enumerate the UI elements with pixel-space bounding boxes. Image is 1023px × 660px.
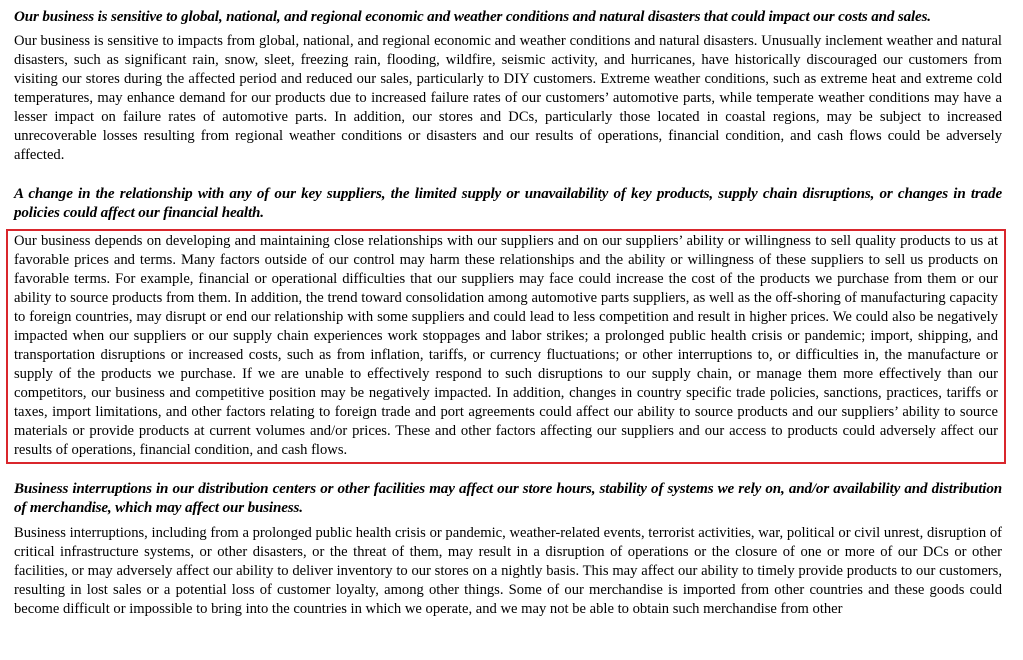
section-business-interruption-risk [14, 480, 1002, 619]
section-paragraph: Business interruptions, including from a prolonged public health crisis or pandemic, weather-related events, terrorist activities, war, political or civil unrest, disruption of critical infrastructure systems, or other disasters, or the threat of them, may result in a disruption of operations or the closure of one or more of our DCs or other facilities, or may adversely affect our ability to deliver inventory to our stores on a nightly basis. This may affect our ability to timely provide products to our customers, resulting in lost sales or a potential loss of customer loyalty, among other things. Some of our merchandise is imported from other countries and these goods could become difficult or impossible to bring into the countries in which we operate, and we may not be able to obtain such merchandise from other [14, 525, 1002, 617]
section-heading: Business interruptions in our distribution centers or other facilities may affect our store hours, stability of systems we rely on, and/or availability and distribution of merchandise, which may affect our business. [14, 481, 1002, 516]
highlighted-paragraph: Our business depends on developing and maintaining close relationships with our suppliers and on our suppliers’ ability or willingness to sell quality products to us at favorable prices and terms. Many factors outside of our control may harm these relationships and the ability or willingness of these suppliers to sell us products on favorable terms. For example, financial or operational difficulties that our suppliers may face could increase the cost of the products we purchase from them or our ability to source products from them. In addition, the trend toward consolidation among automotive parts suppliers, as well as the off-shoring of manufacturing capacity to foreign countries, may disrupt or end our relationship with some suppliers and could lead to less competition and result in higher prices. We could also be negatively impacted when our suppliers or our supply chain experiences work stoppages and labor strikes; a prolonged public health crisis or pandemic; import, shipping, and transportation disruptions or increased costs, such as from inflation, tariffs, or currency fluctuations; or other interruptions to, or difficulties in, the manufacture or supply of the products we purchase. If we are unable to effectively respond to such disruptions to our supply chain, or manage them more effectively than our competitors, our business and competitive position may be negatively impacted. In addition, changes in country specific trade policies, sanctions, practices, tariffs or taxes, import limitations, and other factors relating to foreign trade and port agreements could affect our ability to source products and our suppliers’ ability to source materials or provide products at current volumes and/or prices. These and other factors affecting our suppliers and our access to products could adversely affect our results of operations, financial condition, and cash flows. [14, 233, 998, 458]
section-supplier-risk [14, 185, 1002, 464]
section-heading: A change in the relationship with any of our key suppliers, the limited supply or unavailability of key products, supply chain disruptions, or changes in trade policies could affect our financial health. [14, 186, 1002, 221]
section-heading: Our business is sensitive to global, national, and regional economic and weather conditions and natural disasters that could impact our costs and sales. [14, 9, 931, 25]
section-weather-risk [14, 8, 1002, 165]
section-paragraph: Our business is sensitive to impacts from global, national, and regional economic and weather conditions and natural disasters. Unusually inclement weather and natural disasters, such as significant rain, snow, sleet, freezing rain, flooding, wildfire, seismic activity, and hurricanes, have historically discouraged our customers from visiting our stores during the affected period and reduced our sales, particularly to DIY customers. Extreme weather conditions, such as extreme heat and extreme cold temperatures, may enhance demand for our products due to increased failure rates of our customers’ automotive parts, while temperate weather conditions may have a lesser impact on failure rates of automotive parts. In addition, our stores and DCs, particularly those located in coastal regions, may be subject to increased unrecoverable losses resulting from regional weather conditions or disasters and our results of operations, financial condition, and cash flows could be adversely affected. [14, 33, 1002, 163]
document-page [14, 8, 1002, 619]
highlight-box [6, 229, 1006, 464]
